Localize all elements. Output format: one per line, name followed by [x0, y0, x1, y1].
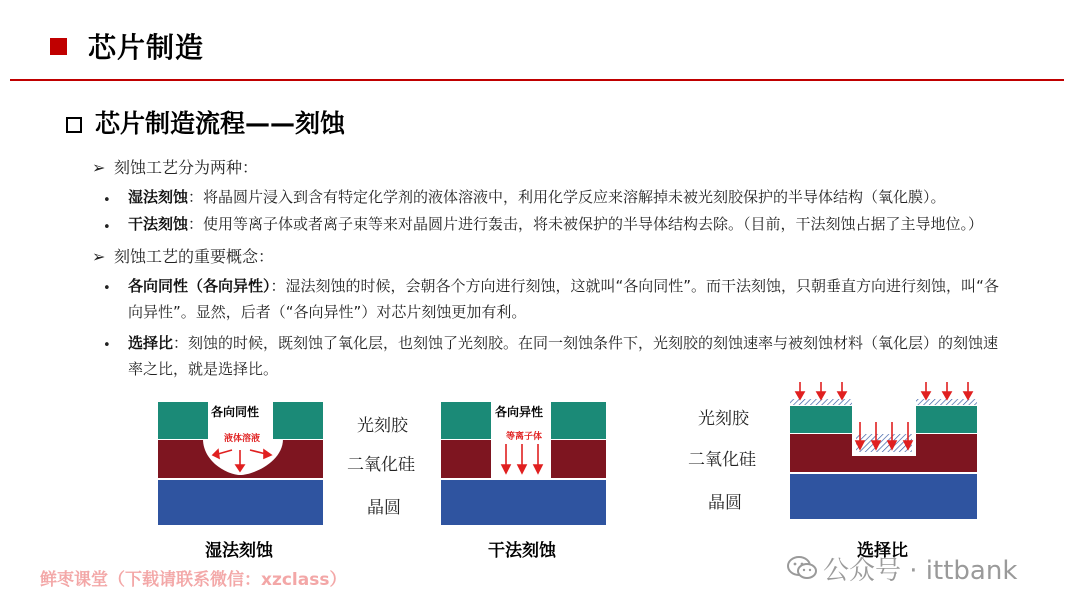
plasma-label: 等离子体 — [506, 432, 543, 442]
term-label: 选择比 — [128, 334, 174, 352]
term-label: 湿法刻蚀 — [128, 188, 189, 206]
bullet-icon: • — [103, 220, 111, 235]
photoresist-label: 光刻胶 — [698, 409, 749, 429]
dry-etch-caption: 干法刻蚀 — [488, 541, 556, 561]
oxide-label: 二氧化硅 — [688, 450, 756, 470]
bullet-icon: • — [103, 338, 111, 353]
wafer-layer — [441, 480, 606, 525]
wet-etch-caption: 湿法刻蚀 — [205, 541, 273, 561]
watermark-right: 公众号 · ittbank — [823, 556, 1018, 586]
wafer-label: 晶圆 — [708, 493, 742, 513]
point-text: 刻蚀工艺的重要概念： — [114, 247, 275, 266]
wafer-layer — [158, 480, 323, 525]
bullet-icon: • — [103, 193, 111, 208]
bullet-icon: • — [103, 281, 111, 296]
dry-etch-item — [128, 211, 983, 237]
photoresist-label: 光刻胶 — [357, 416, 408, 436]
point-text: 刻蚀工艺分为两种： — [114, 158, 259, 177]
title-marker — [50, 38, 67, 55]
term-desc: ：使用等离子体或者离子束等来对晶圆片进行轰击，将未被保护的半导体结构去除。（目前，干法刻蚀占据了主导地位。） — [188, 215, 984, 233]
selectivity-caption: 选择比 — [857, 541, 908, 561]
term-desc: ：湿法刻蚀的时候，会朝各个方向进行刻蚀，这就叫“各向同性”。而干法刻蚀，只朝垂直方向进行刻蚀，叫“各 — [270, 277, 999, 295]
point-etch-types — [92, 155, 258, 178]
wafer-layer — [790, 474, 977, 519]
wet-etch-item — [128, 184, 946, 210]
photoresist-right — [551, 402, 606, 439]
arrow-bullet-icon: ➢ — [92, 247, 106, 266]
anisotropic-label: 各向异性 — [495, 405, 544, 419]
liquid-solution-label: 液体溶液 — [224, 434, 261, 444]
section-checkbox-icon — [66, 117, 82, 133]
oxide-label: 二氧化硅 — [347, 455, 415, 475]
photoresist-left — [441, 402, 491, 439]
selectivity-item — [128, 330, 998, 382]
oxide-layer-left — [441, 440, 491, 478]
arrow-bullet-icon: ➢ — [92, 158, 106, 177]
selectivity-etch-illustration — [786, 378, 982, 464]
wechat-icon — [787, 555, 817, 581]
term-desc: ：将晶圆片浸入到含有特定化学剂的液体溶液中，利用化学反应来溶解掉未被光刻胶保护的半导体结构（氧化膜）。 — [188, 188, 946, 206]
watermark-left: 鲜枣课堂（下载请联系微信：xzclass） — [40, 570, 347, 590]
term-desc-cont: 率之比，就是选择比。 — [128, 360, 279, 378]
oxide-layer-right — [551, 440, 606, 478]
isotropic-label: 各向同性 — [211, 405, 260, 419]
point-concepts — [92, 244, 274, 267]
page-title: 芯片制造 — [88, 31, 205, 64]
term-desc-cont: 向异性”。显然，后者（“各向异性”）对芯片刻蚀更加有利。 — [128, 303, 527, 321]
header-divider — [10, 79, 1064, 81]
wafer-label: 晶圆 — [367, 498, 401, 518]
term-label: 各向同性（各向异性） — [128, 277, 271, 295]
isotropy-item — [128, 273, 999, 325]
section-title: 芯片制造流程——刻蚀 — [95, 109, 346, 138]
term-label: 干法刻蚀 — [128, 215, 189, 233]
term-desc: ：刻蚀的时候，既刻蚀了氧化层，也刻蚀了光刻胶。在同一刻蚀条件下，光刻胶的刻蚀速率与被刻蚀材料（氧化层）的刻蚀速 — [173, 334, 999, 352]
anisotropic-etch-arrows — [491, 440, 551, 478]
